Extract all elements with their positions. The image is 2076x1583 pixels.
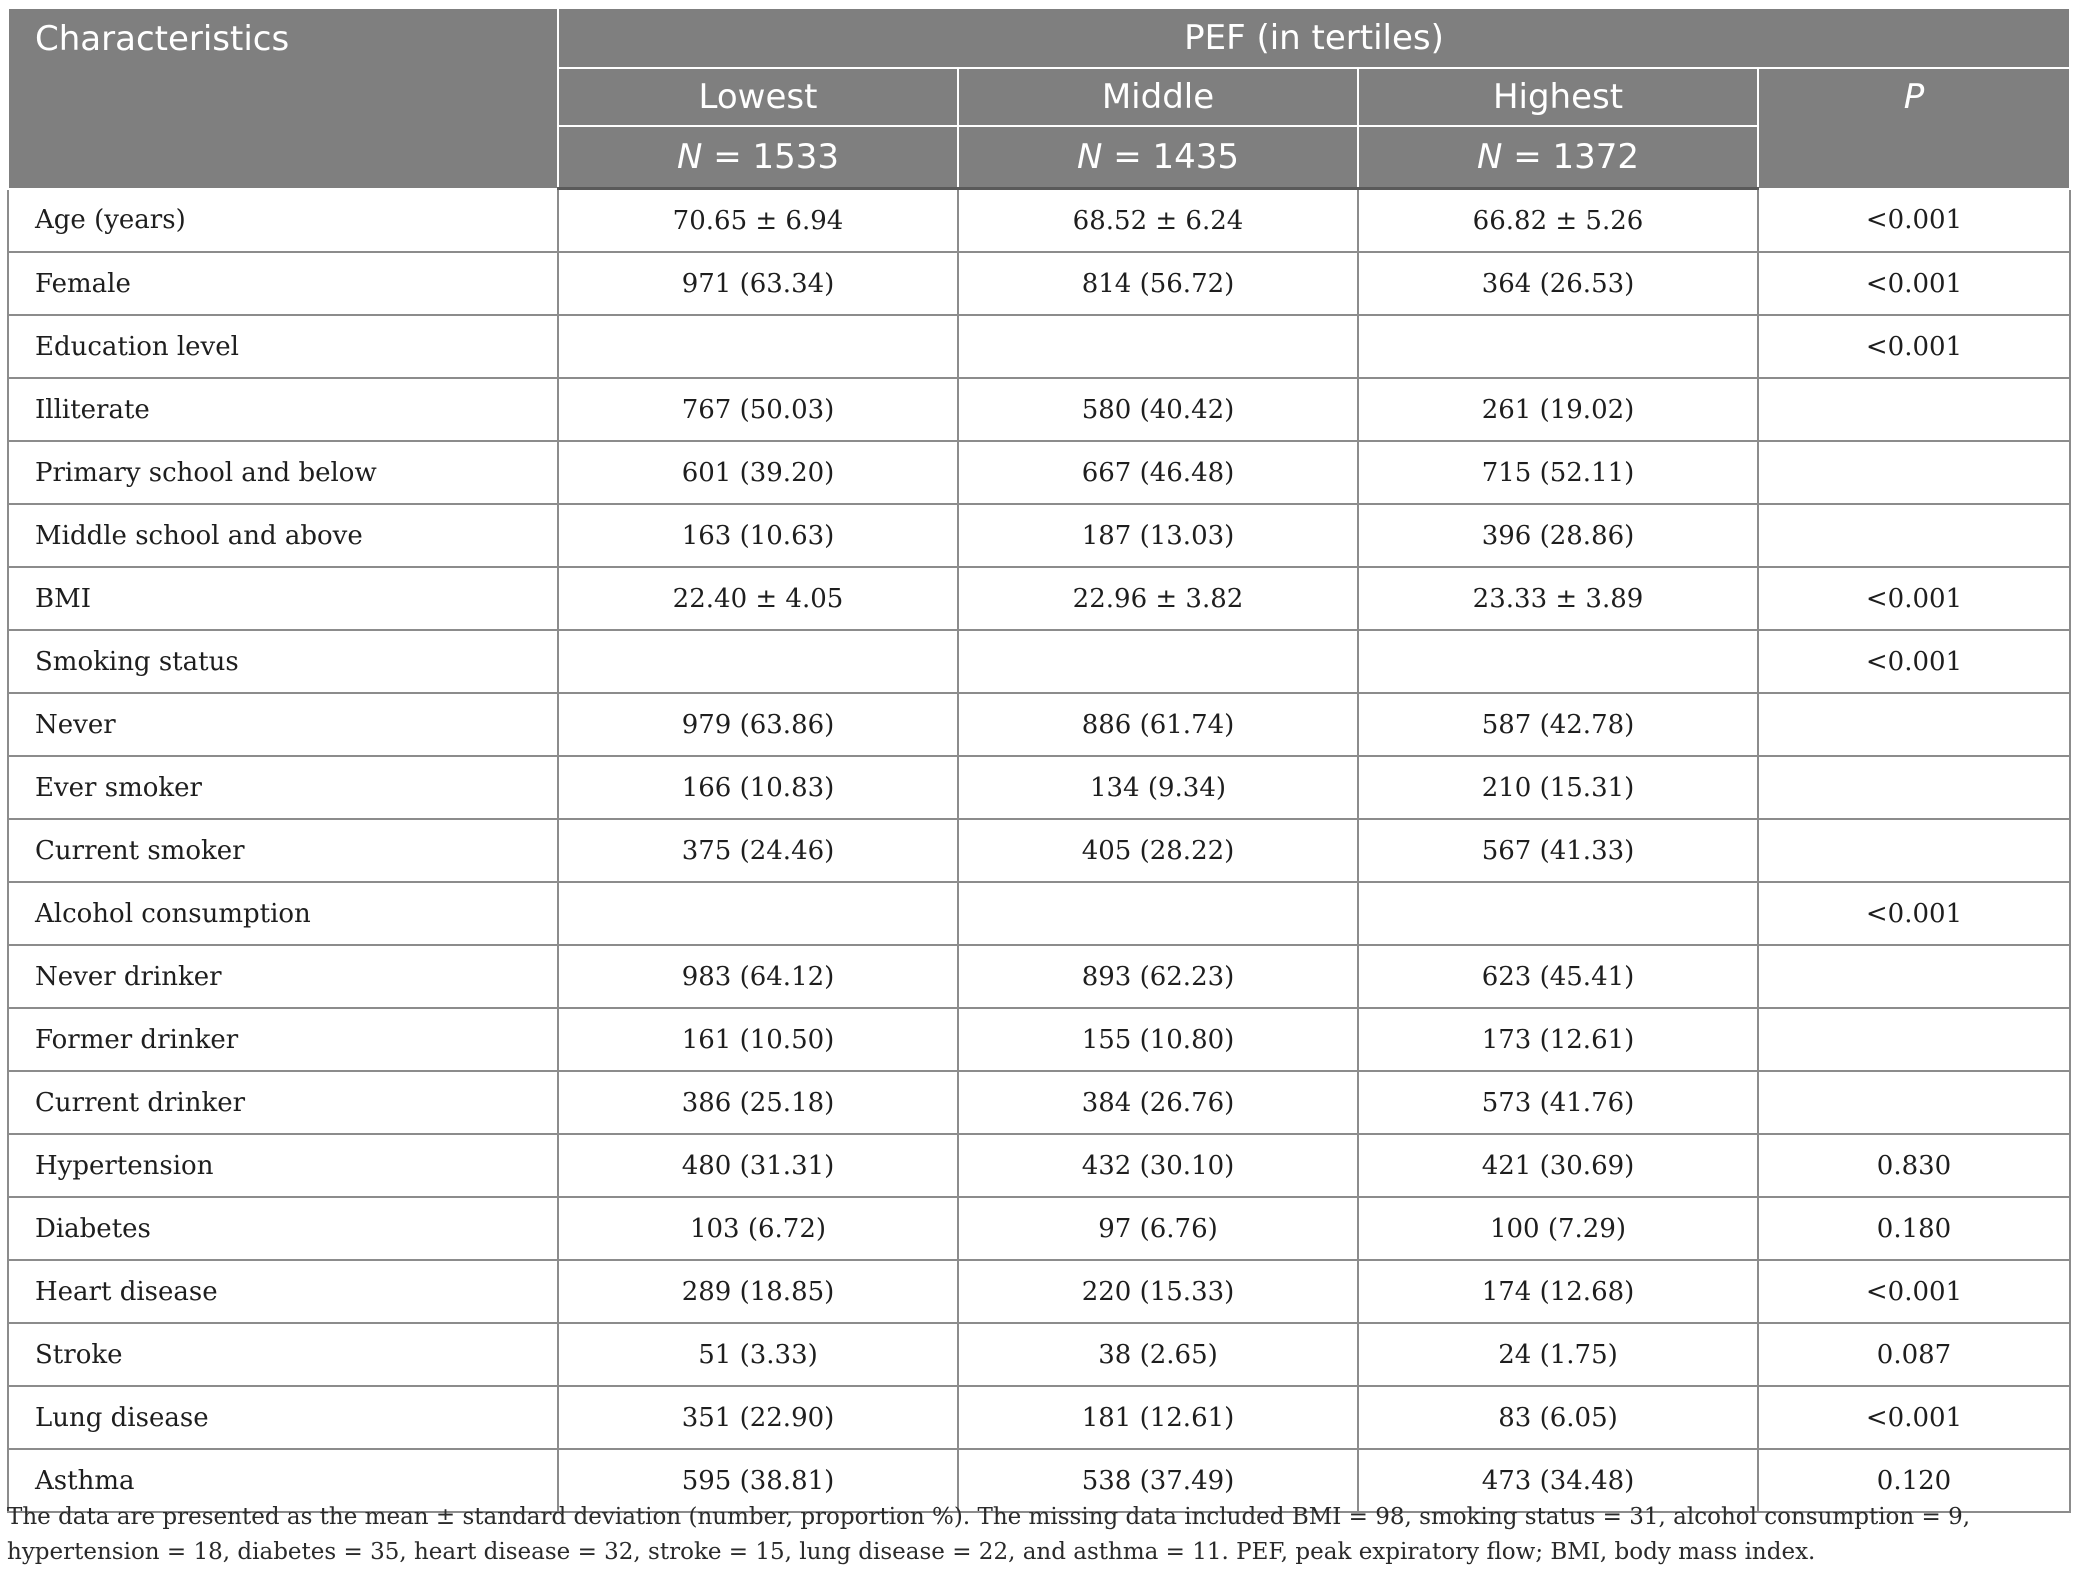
cell-p-value [1758,441,2070,504]
cell-middle: 432 (30.10) [958,1134,1358,1197]
cell-middle: 68.52 ± 6.24 [958,189,1358,253]
cell-lowest: 601 (39.20) [558,441,958,504]
table-row [8,693,2070,756]
header-lowest: Lowest [558,68,958,126]
cell-p-value [1758,756,2070,819]
cell-lowest: 979 (63.86) [558,693,958,756]
cell-label: Female [8,252,558,315]
table-row [8,315,2070,378]
cell-middle: 538 (37.49) [958,1449,1358,1512]
table-footnote: The data are presented as the mean ± standard deviation (number, proportion %). The missing data included BMI = 98, smoking status = 31, alcohol consumption = 9, hypertension = 18, diabetes = 35, heart disease = 32, stroke = 15, lung disease = 22, and asthma = 11. PEF, peak expiratory flow; BMI, body mass index. [7,1504,1971,1565]
header-n-lowest [558,126,958,189]
cell-p-value [1758,504,2070,567]
cell-label: Current smoker [8,819,558,882]
cell-label: Age (years) [8,189,558,253]
n-value: = 1533 [702,137,840,177]
cell-middle: 580 (40.42) [958,378,1358,441]
n-label: N [1076,137,1103,177]
cell-p-value [1758,1008,2070,1071]
cell-lowest: 386 (25.18) [558,1071,958,1134]
cell-label: Never [8,693,558,756]
cell-lowest: 971 (63.34) [558,252,958,315]
cell-p-value: <0.001 [1758,630,2070,693]
cell-label: Never drinker [8,945,558,1008]
cell-middle: 181 (12.61) [958,1386,1358,1449]
cell-p-value [1758,1071,2070,1134]
cell-highest: 473 (34.48) [1358,1449,1758,1512]
cell-p-value: <0.001 [1758,1260,2070,1323]
cell-middle: 187 (13.03) [958,504,1358,567]
n-label: N [676,137,703,177]
cell-label: Current drinker [8,1071,558,1134]
table-row [8,882,2070,945]
cell-highest: 396 (28.86) [1358,504,1758,567]
cell-label: Illiterate [8,378,558,441]
cell-highest [1358,315,1758,378]
cell-label: Primary school and below [8,441,558,504]
header-pef-tertiles: PEF (in tertiles) [558,8,2070,68]
table-row [8,378,2070,441]
characteristics-table [7,7,2071,1513]
cell-highest [1358,630,1758,693]
table-row [8,1260,2070,1323]
cell-label: Diabetes [8,1197,558,1260]
header-p-label: P [1903,77,1925,117]
cell-lowest: 375 (24.46) [558,819,958,882]
table-row [8,441,2070,504]
header-row-group [8,8,2070,68]
cell-p-value: 0.087 [1758,1323,2070,1386]
cell-middle: 814 (56.72) [958,252,1358,315]
table-row [8,630,2070,693]
cell-p-value [1758,693,2070,756]
cell-p-value: 0.830 [1758,1134,2070,1197]
cell-middle: 134 (9.34) [958,756,1358,819]
cell-middle: 155 (10.80) [958,1008,1358,1071]
cell-middle [958,630,1358,693]
cell-label: Heart disease [8,1260,558,1323]
cell-middle: 893 (62.23) [958,945,1358,1008]
n-value: = 1372 [1502,137,1640,177]
cell-lowest [558,630,958,693]
cell-label: Stroke [8,1323,558,1386]
cell-middle [958,882,1358,945]
table-row [8,819,2070,882]
cell-p-value: <0.001 [1758,882,2070,945]
cell-highest: 587 (42.78) [1358,693,1758,756]
cell-lowest: 351 (22.90) [558,1386,958,1449]
cell-p-value: <0.001 [1758,189,2070,253]
cell-lowest: 166 (10.83) [558,756,958,819]
cell-middle: 220 (15.33) [958,1260,1358,1323]
cell-highest: 174 (12.68) [1358,1260,1758,1323]
cell-label: Smoking status [8,630,558,693]
table-container [7,7,2069,1513]
cell-highest: 24 (1.75) [1358,1323,1758,1386]
n-value: = 1435 [1102,137,1240,177]
cell-highest: 567 (41.33) [1358,819,1758,882]
cell-middle: 886 (61.74) [958,693,1358,756]
cell-highest: 83 (6.05) [1358,1386,1758,1449]
table-row [8,1134,2070,1197]
table-row [8,189,2070,253]
cell-label: Former drinker [8,1008,558,1071]
cell-p-value: <0.001 [1758,1386,2070,1449]
cell-p-value: 0.180 [1758,1197,2070,1260]
cell-lowest: 163 (10.63) [558,504,958,567]
cell-lowest [558,882,958,945]
cell-highest: 623 (45.41) [1358,945,1758,1008]
table-row [8,1008,2070,1071]
cell-lowest: 595 (38.81) [558,1449,958,1512]
table-row [8,1323,2070,1386]
table-row [8,756,2070,819]
cell-label: Alcohol consumption [8,882,558,945]
cell-label: Ever smoker [8,756,558,819]
cell-p-value: 0.120 [1758,1449,2070,1512]
table-row [8,1071,2070,1134]
cell-label: BMI [8,567,558,630]
cell-lowest: 983 (64.12) [558,945,958,1008]
cell-lowest [558,315,958,378]
cell-middle: 38 (2.65) [958,1323,1358,1386]
table-row [8,1197,2070,1260]
cell-highest: 261 (19.02) [1358,378,1758,441]
cell-highest: 364 (26.53) [1358,252,1758,315]
cell-middle: 405 (28.22) [958,819,1358,882]
cell-p-value [1758,378,2070,441]
header-p-value [1758,68,2070,189]
cell-highest: 715 (52.11) [1358,441,1758,504]
cell-p-value: <0.001 [1758,252,2070,315]
table-row [8,567,2070,630]
cell-highest: 573 (41.76) [1358,1071,1758,1134]
cell-lowest: 161 (10.50) [558,1008,958,1071]
cell-lowest: 70.65 ± 6.94 [558,189,958,253]
table-header [8,8,2070,189]
table-row [8,504,2070,567]
cell-middle: 667 (46.48) [958,441,1358,504]
cell-highest: 23.33 ± 3.89 [1358,567,1758,630]
cell-highest: 421 (30.69) [1358,1134,1758,1197]
cell-p-value: <0.001 [1758,567,2070,630]
cell-middle [958,315,1358,378]
header-n-middle [958,126,1358,189]
cell-middle: 384 (26.76) [958,1071,1358,1134]
cell-highest: 210 (15.31) [1358,756,1758,819]
cell-p-value [1758,819,2070,882]
header-middle: Middle [958,68,1358,126]
cell-lowest: 480 (31.31) [558,1134,958,1197]
cell-highest: 100 (7.29) [1358,1197,1758,1260]
cell-label: Asthma [8,1449,558,1512]
cell-label: Hypertension [8,1134,558,1197]
cell-highest: 173 (12.61) [1358,1008,1758,1071]
cell-middle: 97 (6.76) [958,1197,1358,1260]
cell-lowest: 289 (18.85) [558,1260,958,1323]
header-highest: Highest [1358,68,1758,126]
cell-p-value: <0.001 [1758,315,2070,378]
cell-label: Middle school and above [8,504,558,567]
table-row [8,252,2070,315]
cell-lowest: 103 (6.72) [558,1197,958,1260]
cell-label: Education level [8,315,558,378]
cell-lowest: 22.40 ± 4.05 [558,567,958,630]
table-row [8,1386,2070,1449]
table-row [8,945,2070,1008]
cell-highest: 66.82 ± 5.26 [1358,189,1758,253]
header-n-highest [1358,126,1758,189]
cell-lowest: 51 (3.33) [558,1323,958,1386]
cell-label: Lung disease [8,1386,558,1449]
cell-lowest: 767 (50.03) [558,378,958,441]
cell-p-value [1758,945,2070,1008]
cell-highest [1358,882,1758,945]
n-label: N [1476,137,1503,177]
cell-middle: 22.96 ± 3.82 [958,567,1358,630]
header-characteristics: Characteristics [8,8,558,189]
table-body [8,189,2070,1513]
